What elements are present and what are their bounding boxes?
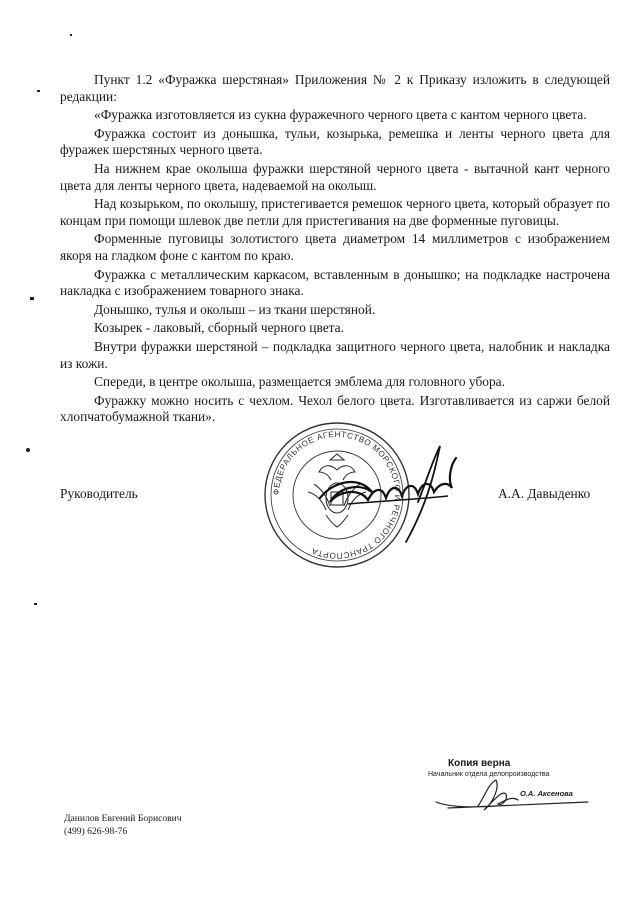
copy-position: Начальник отдела делопроизводства [428, 771, 550, 778]
signature-mark [308, 440, 473, 550]
signer-position: Руководитель [60, 486, 138, 501]
paragraph-piping: На нижнем крае околыша фуражки шерстяной черного цвета - вытачной кант черного цвета для ленты черного цвета, надеваемой на околыш. [60, 160, 610, 193]
paragraph-strap: Над козырьком, по околышу, пристегивается ремешок черного цвета, который образует по концам при помощи шлевок две петли для пристегивания на две форменные пуговицы. [60, 196, 610, 228]
seal-ring-text: ФЕДЕРАЛЬНОЕ АГЕНТСТВО МОРСКОГО И РЕЧНОГО ТРАНСПОРТА [271, 429, 403, 561]
paragraph-composition: Фуражка состоит из донышка, тульи, козырька, ремешка и ленты черного цвета для фуражек шерстяных черного цвета. [60, 125, 610, 158]
paragraph-emblem: Спереди, в центре околыша, размещается эмблема для головного убора. [94, 374, 505, 390]
paragraph-cover: Фуражку можно носить с чехлом. Чехол белого цвета. Изготавливается из саржи белой хлопчатобумажной ткани». [60, 392, 610, 425]
copy-name: О.А. Аксенова [520, 789, 573, 798]
paragraph-material: «Фуражка изготовляется из сукна фуражечного черного цвета с кантом черного цвета. [94, 107, 587, 123]
scan-speck [70, 34, 72, 36]
document-body [60, 72, 610, 428]
copy-title: Копия верна [448, 758, 511, 769]
paragraph-visor: Козырек - лаковый, сборный черного цвета. [94, 320, 344, 336]
paragraph-fabric: Донышко, тулья и околыш – из ткани шерстяной. [94, 301, 376, 317]
paragraph-lining: Внутри фуражки шерстяной – подкладка защитного черного цвета, налобник и накладка из кожи. [60, 338, 610, 371]
scan-speck [34, 603, 37, 605]
paragraph-intro: Пункт 1.2 «Фуражка шерстяная» Приложения № 2 к Приказу изложить в следующей редакции: [60, 72, 610, 104]
signer-name: А.А. Давыденко [498, 486, 591, 501]
contact-name: Данилов Евгений Борисович [64, 813, 182, 824]
copy-certification-stamp [428, 758, 598, 818]
paragraph-buttons: Форменные пуговицы золотистого цвета диаметром 14 миллиметров с изображением якоря на гладком фоне с кантом по краю. [60, 231, 610, 263]
contact-phone: (499) 626-98-76 [64, 826, 128, 837]
scan-speck [37, 90, 40, 92]
scan-speck [30, 297, 34, 300]
paragraph-frame: Фуражка с металлическим каркасом, вставленным в донышко; на подкладке настрочена накладка с изображением товарного знака. [60, 266, 610, 299]
scan-speck [26, 448, 30, 452]
contact-block [64, 812, 182, 838]
